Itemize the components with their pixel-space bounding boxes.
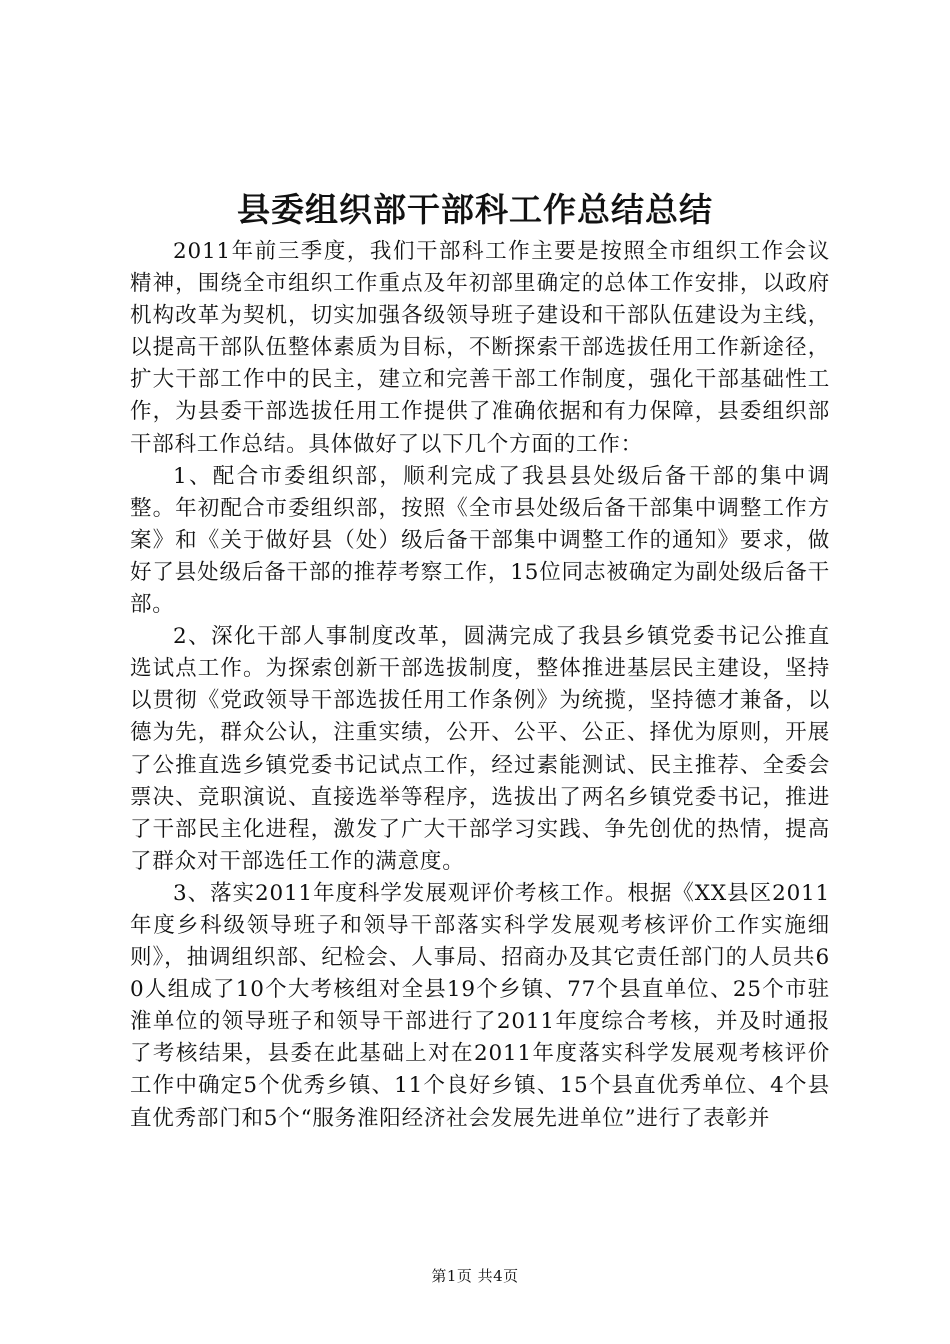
document-body xyxy=(130,236,830,1135)
paragraph-item-2: 2、深化干部人事制度改革，圆满完成了我县乡镇党委书记公推直选试点工作。为探索创新干部选拔制度，整体推进基层民主建设，坚持以贯彻《党政领导干部选拔任用工作条例》为统揽，坚持德才兼备，以德为先，群众公认，注重实绩，公开、公平、公正、择优为原则，开展了公推直选乡镇党委书记试点工作，经过素能测试、民主推荐、全委会票决、竞职演说、直接选举等程序，选拔出了两名乡镇党委书记，推进了干部民主化进程，激发了广大干部学习实践、争先创优的热情，提高了群众对干部选任工作的满意度。 xyxy=(130,624,830,874)
page-number-footer: 第1页 共4页 xyxy=(431,1267,519,1285)
paragraph-item-1: 1、配合市委组织部，顺利完成了我县县处级后备干部的集中调整。年初配合市委组织部，按照《全市县处级后备干部集中调整工作方案》和《关于做好县（处）级后备干部集中调整工作的通知》要求，做好了县处级后备干部的推荐考察工作，15位同志被确定为副处级后备干部。 xyxy=(130,463,830,618)
paragraph-item-3: 3、落实2011年度科学发展观评价考核工作。根据《XX县区2011年度乡科级领导班子和领导干部落实科学发展观考核评价工作实施细则》，抽调组织部、纪检会、人事局、招商办及其它责任部门的人员共60人组成了10个大考核组对全县19个乡镇、77个县直单位、25个市驻淮单位的领导班子和领导干部进行了2011年度综合考核，并及时通报了考核结果，县委在此基础上对在2011年度落实科学发展观考核评价工作中确定5个优秀乡镇、11个良好乡镇、15个县直优秀单位、4个县直优秀部门和5个“服务淮阳经济社会发展先进单位”进行了表彰并 xyxy=(130,880,830,1131)
document-title: 县委组织部干部科工作总结总结 xyxy=(237,190,713,229)
paragraph-intro: 2011年前三季度，我们干部科工作主要是按照全市组织工作会议精神，围绕全市组织工作重点及年初部里确定的总体工作安排，以政府机构改革为契机，切实加强各级领导班子建设和干部队伍建设为主线，以提高干部队伍整体素质为目标，不断探索干部选拔任用工作新途径，扩大干部工作中的民主，建立和完善干部工作制度，强化干部基础性工作，为县委干部选拔任用工作提供了准确依据和有力保障，县委组织部干部科工作总结。具体做好了以下几个方面的工作： xyxy=(130,239,830,457)
